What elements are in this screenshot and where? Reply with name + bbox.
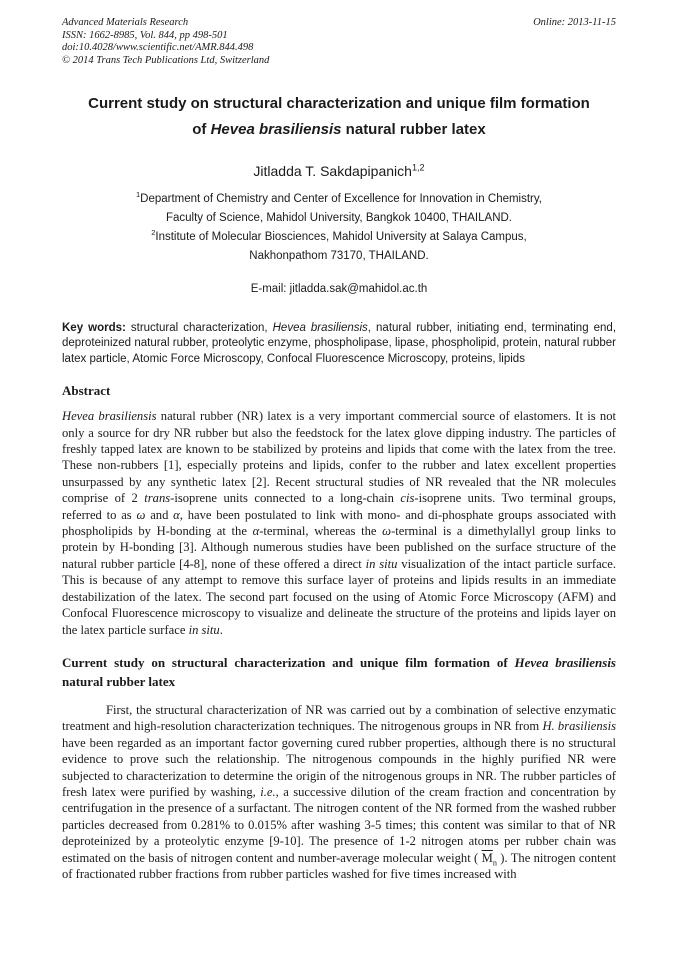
journal-header-left	[62, 17, 269, 67]
section-heading: Current study on structural characterization and unique film formation of Hevea brasiliensis natural rubber latex	[62, 654, 616, 690]
journal-name: Advanced Materials Research	[62, 17, 189, 28]
copyright-line: © 2014 Trans Tech Publications Ltd, Switzerland	[62, 54, 270, 66]
paper-title-line-1: Current study on structural characterization and unique film formation	[88, 95, 590, 112]
online-date: Online: 2013-11-15	[533, 17, 616, 28]
affiliation-line-4: Nakhonpathom 73170, THAILAND.	[249, 250, 429, 262]
journal-header	[62, 17, 616, 67]
keywords-paragraph: Key words: structural characterization, Hevea brasiliensis, natural rubber, initiating end, terminating end, deproteinized natural rubber, proteolytic enzyme, phospholipase, lipase, phospholipid, protein, natural rubber latex particle, Atomic Force Microscopy, Confocal Fluorescence Microscopy, proteins, lipids	[62, 322, 617, 365]
abstract-paragraph: Hevea brasiliensis natural rubber (NR) latex is a very important commercial source of elastomers. It is not only a source for dry NR rubber but also the feedstock for the latex glove dipping industry. The particles of freshly tapped latex are known to be stabilized by proteins and lipids that come with the latex from the tree. These non-rubbers [1], especially proteins and lipids, confer to the rubber and latex excellent properties unsurpassed by any synthetic latex [2]. Recent structural studies of NR revealed that the NR molecules comprise of 2 trans-isoprene units connected to a long-chain cis-isoprene units. Two terminal groups, referred to as ω and α, have been postulated to link with mono- and di-phosphate groups associated with phospholipids by H-bonding at the α-terminal, whereas the ω-terminal is a dimethylallyl group links to protein by H-bonding [3]. Although numerous studies have been published on the surface structure of the natural rubber particle [4-8], none of these offered a direct in situ visualization of the intact particle surface. This is because of any attempt to remove this surface layer of proteins and lipids results in an immediate destabilization of the latex. The second part focused on the using of Atomic Force Microscopy (AFM) and Confocal Fluorescence microscopy to visualize and delineate the structure of the proteins and lipids layer on the latex particle surface in situ.	[62, 409, 617, 637]
affiliation-line-2: Faculty of Science, Mahidol University, Bangkok 10400, THAILAND.	[165, 212, 512, 224]
doi-line: doi:10.4028/www.scientific.net/AMR.844.498	[62, 42, 254, 53]
issn-line: ISSN: 1662-8985, Vol. 844, pp 498-501	[62, 29, 228, 41]
paper-title-line-2: of Hevea brasiliensis natural rubber latex	[192, 121, 486, 138]
body-paragraph: First, the structural characterization of NR was carried out by a combination of selective enzymatic treatment and high-resolution characterization techniques. The nitrogenous groups in NR from H. brasiliensis have been regarded as an important factor governing cured rubber properties, although there is no structural evidence to prove such the relationship. The nitrogenous compounds in the highly purified NR were subjected to characterization to determine the origin of the nitrogenous groups in NR. The rubber particles of fresh latex were purified by washing, i.e., a successive dilution of the cream fraction and concentration by centrifugation in the presence of a surfactant. The nitrogen content of the NR formed from the washed rubber particles decreased from 0.281% to 0.015% after washing 3-5 times; this content was similar to that of NR deproteinized by a proteolytic enzyme [9-10]. The presence of 1-2 nitrogen atoms per rubber chain was estimated on the basis of nitrogen content and number-average molecular weight ( $\overline{M}_n$ ). The nitrogen content of fractionated rubber fractions from rubber particles washed for five times increased with	[62, 702, 617, 881]
email-line: E-mail: jitladda.sak@mahidol.ac.th	[250, 283, 428, 295]
abstract-heading: Abstract	[62, 383, 111, 399]
author-name: Jitladda T. Sakdapipanich$^{1,2}$	[253, 162, 425, 179]
paper-title	[62, 91, 616, 143]
affiliation-line-1: $^1$Department of Chemistry and Center of Excellence for Innovation in Chemistry,	[136, 190, 542, 205]
affiliation-line-3: $^2$Institute of Molecular Biosciences, Mahidol University at Salaya Campus,	[151, 228, 527, 243]
affiliations	[62, 190, 616, 266]
